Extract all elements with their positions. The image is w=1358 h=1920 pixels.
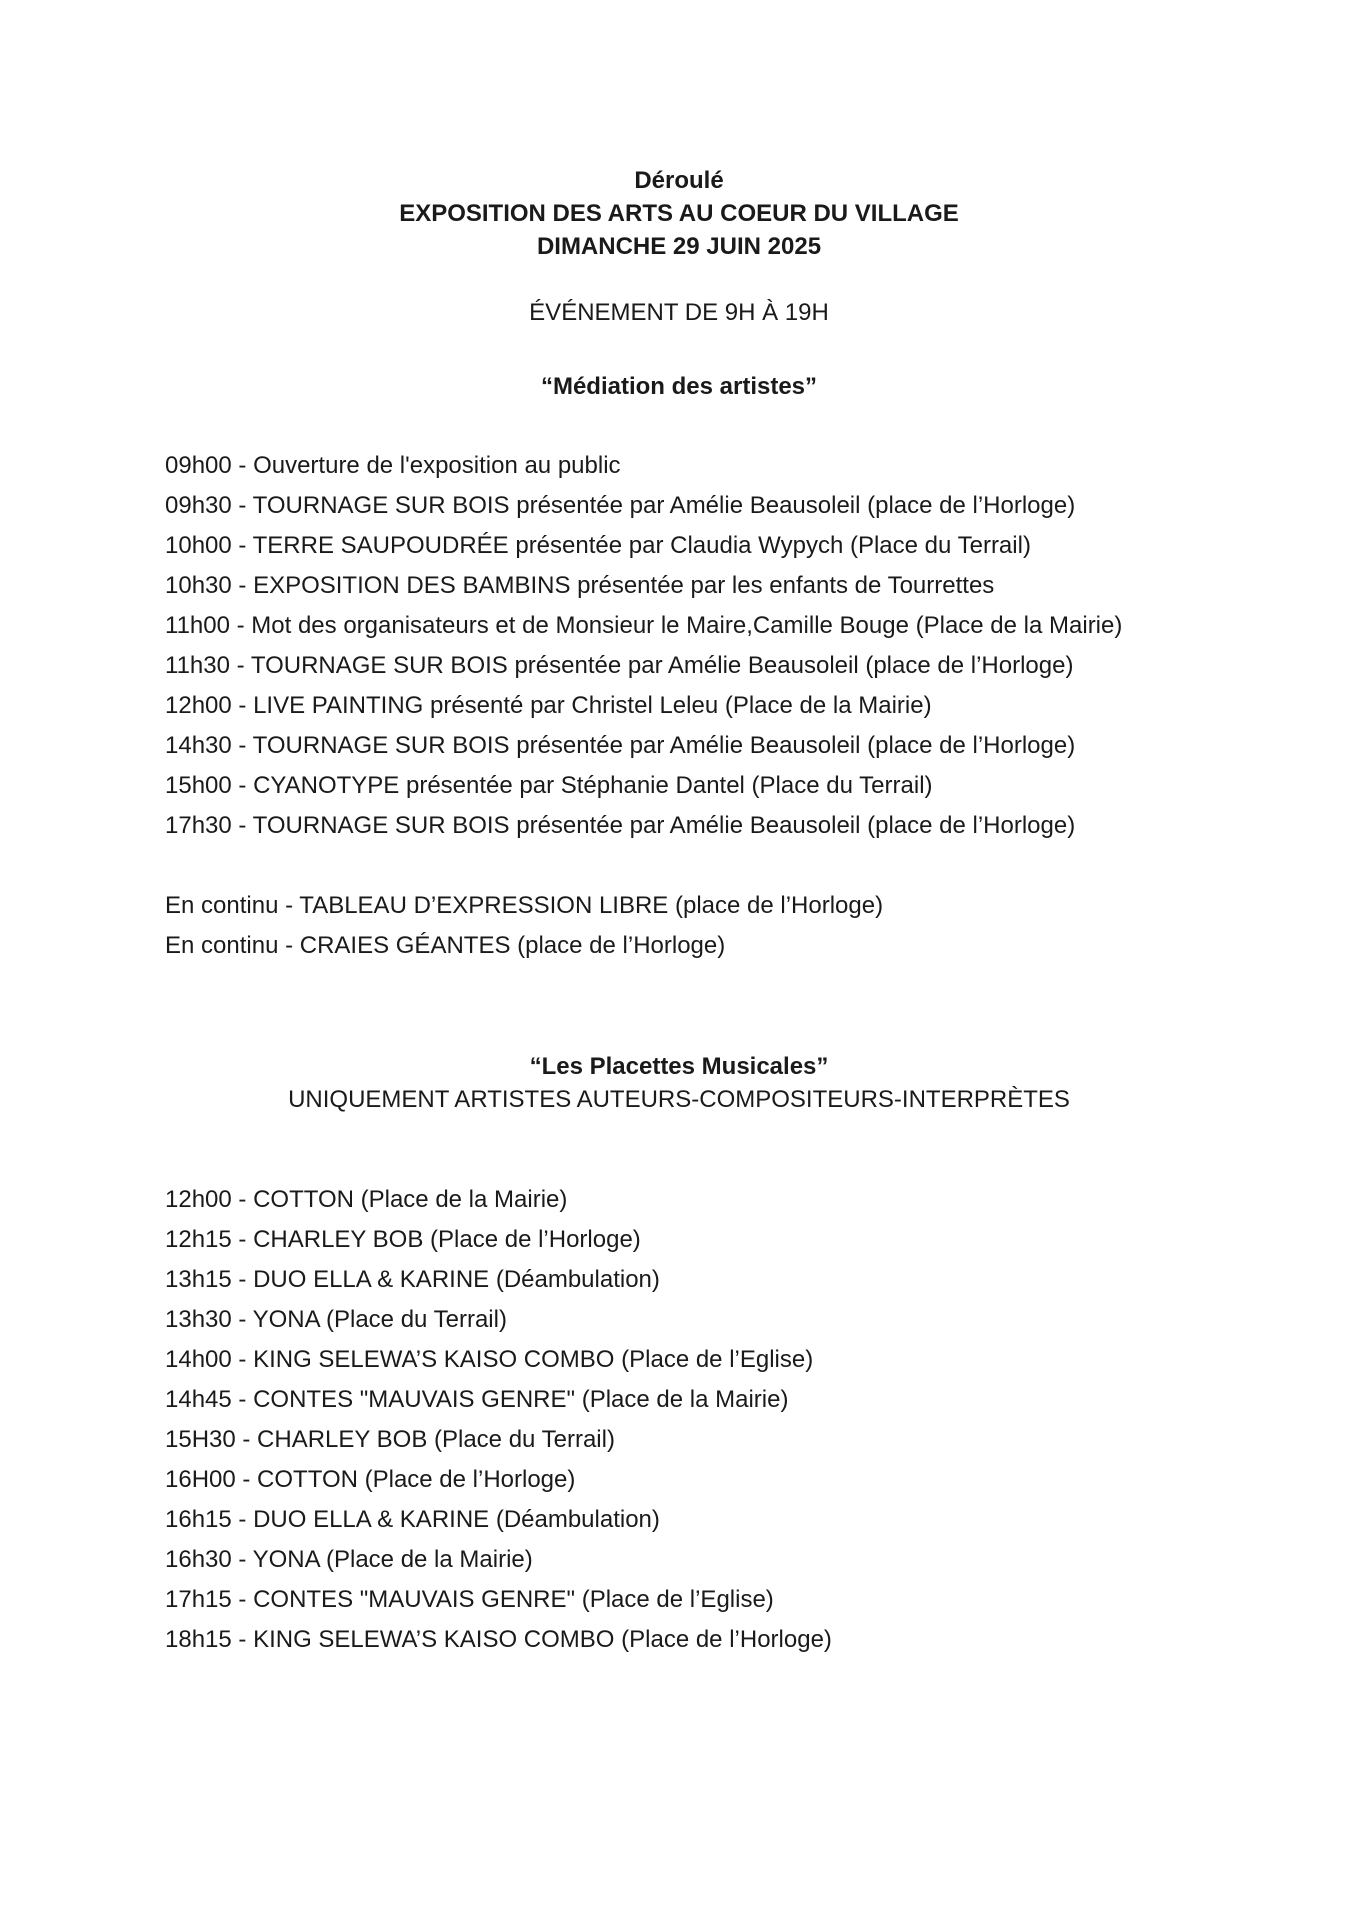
schedule-item: 09h00 - Ouverture de l'exposition au public [165, 452, 621, 479]
header-title: Déroulé [634, 167, 724, 194]
schedule-item: 11h00 - Mot des organisateurs et de Monsieur le Maire,Camille Bouge (Place de la Mairie) [165, 612, 1123, 639]
music-subtitle: UNIQUEMENT ARTISTES AUTEURS-COMPOSITEURS-INTERPRÈTES [288, 1086, 1070, 1113]
event-hours: ÉVÉNEMENT DE 9H À 19H [529, 299, 829, 326]
music-item: 13h30 - YONA (Place du Terrail) [165, 1306, 507, 1333]
music-title: “Les Placettes Musicales” [529, 1053, 829, 1080]
schedule-item: 09h30 - TOURNAGE SUR BOIS présentée par Amélie Beausoleil (place de l’Horloge) [165, 492, 1076, 519]
schedule-item: 10h00 - TERRE SAUPOUDRÉE présentée par Claudia Wypych (Place du Terrail) [165, 532, 1031, 559]
schedule-item: 12h00 - LIVE PAINTING présenté par Christel Leleu (Place de la Mairie) [165, 692, 932, 719]
music-item: 15H30 - CHARLEY BOB (Place du Terrail) [165, 1426, 615, 1453]
header-event-name: EXPOSITION DES ARTS AU COEUR DU VILLAGE [399, 200, 959, 227]
header-date: DIMANCHE 29 JUIN 2025 [536, 233, 822, 260]
music-item: 14h45 - CONTES "MAUVAIS GENRE" (Place de la Mairie) [165, 1386, 789, 1413]
music-item: 16h15 - DUO ELLA & KARINE (Déambulation) [165, 1506, 660, 1533]
mediation-schedule [165, 446, 1122, 846]
schedule-item: 17h30 - TOURNAGE SUR BOIS présentée par Amélie Beausoleil (place de l’Horloge) [165, 812, 1076, 839]
schedule-item: 10h30 - EXPOSITION DES BAMBINS présentée par les enfants de Tourrettes [165, 572, 995, 599]
music-item: 16h30 - YONA (Place de la Mairie) [165, 1546, 533, 1573]
music-item: 16H00 - COTTON (Place de l’Horloge) [165, 1466, 576, 1493]
music-schedule [165, 1180, 832, 1660]
continuous-activities [165, 886, 883, 966]
continuous-item: En continu - TABLEAU D’EXPRESSION LIBRE (place de l’Horloge) [165, 892, 884, 919]
music-item: 18h15 - KING SELEWA’S KAISO COMBO (Place de l’Horloge) [165, 1626, 832, 1653]
music-item: 12h00 - COTTON (Place de la Mairie) [165, 1186, 568, 1213]
music-item: 17h15 - CONTES "MAUVAIS GENRE" (Place de l’Eglise) [165, 1586, 774, 1613]
schedule-item: 14h30 - TOURNAGE SUR BOIS présentée par Amélie Beausoleil (place de l’Horloge) [165, 732, 1076, 759]
schedule-item: 15h00 - CYANOTYPE présentée par Stéphanie Dantel (Place du Terrail) [165, 772, 933, 799]
continuous-item: En continu - CRAIES GÉANTES (place de l’Horloge) [165, 932, 726, 959]
music-item: 13h15 - DUO ELLA & KARINE (Déambulation) [165, 1266, 660, 1293]
mediation-title: “Médiation des artistes” [540, 373, 818, 400]
schedule-item: 11h30 - TOURNAGE SUR BOIS présentée par Amélie Beausoleil (place de l’Horloge) [165, 652, 1074, 679]
music-item: 12h15 - CHARLEY BOB (Place de l’Horloge) [165, 1226, 641, 1253]
music-item: 14h00 - KING SELEWA’S KAISO COMBO (Place de l’Eglise) [165, 1346, 814, 1373]
